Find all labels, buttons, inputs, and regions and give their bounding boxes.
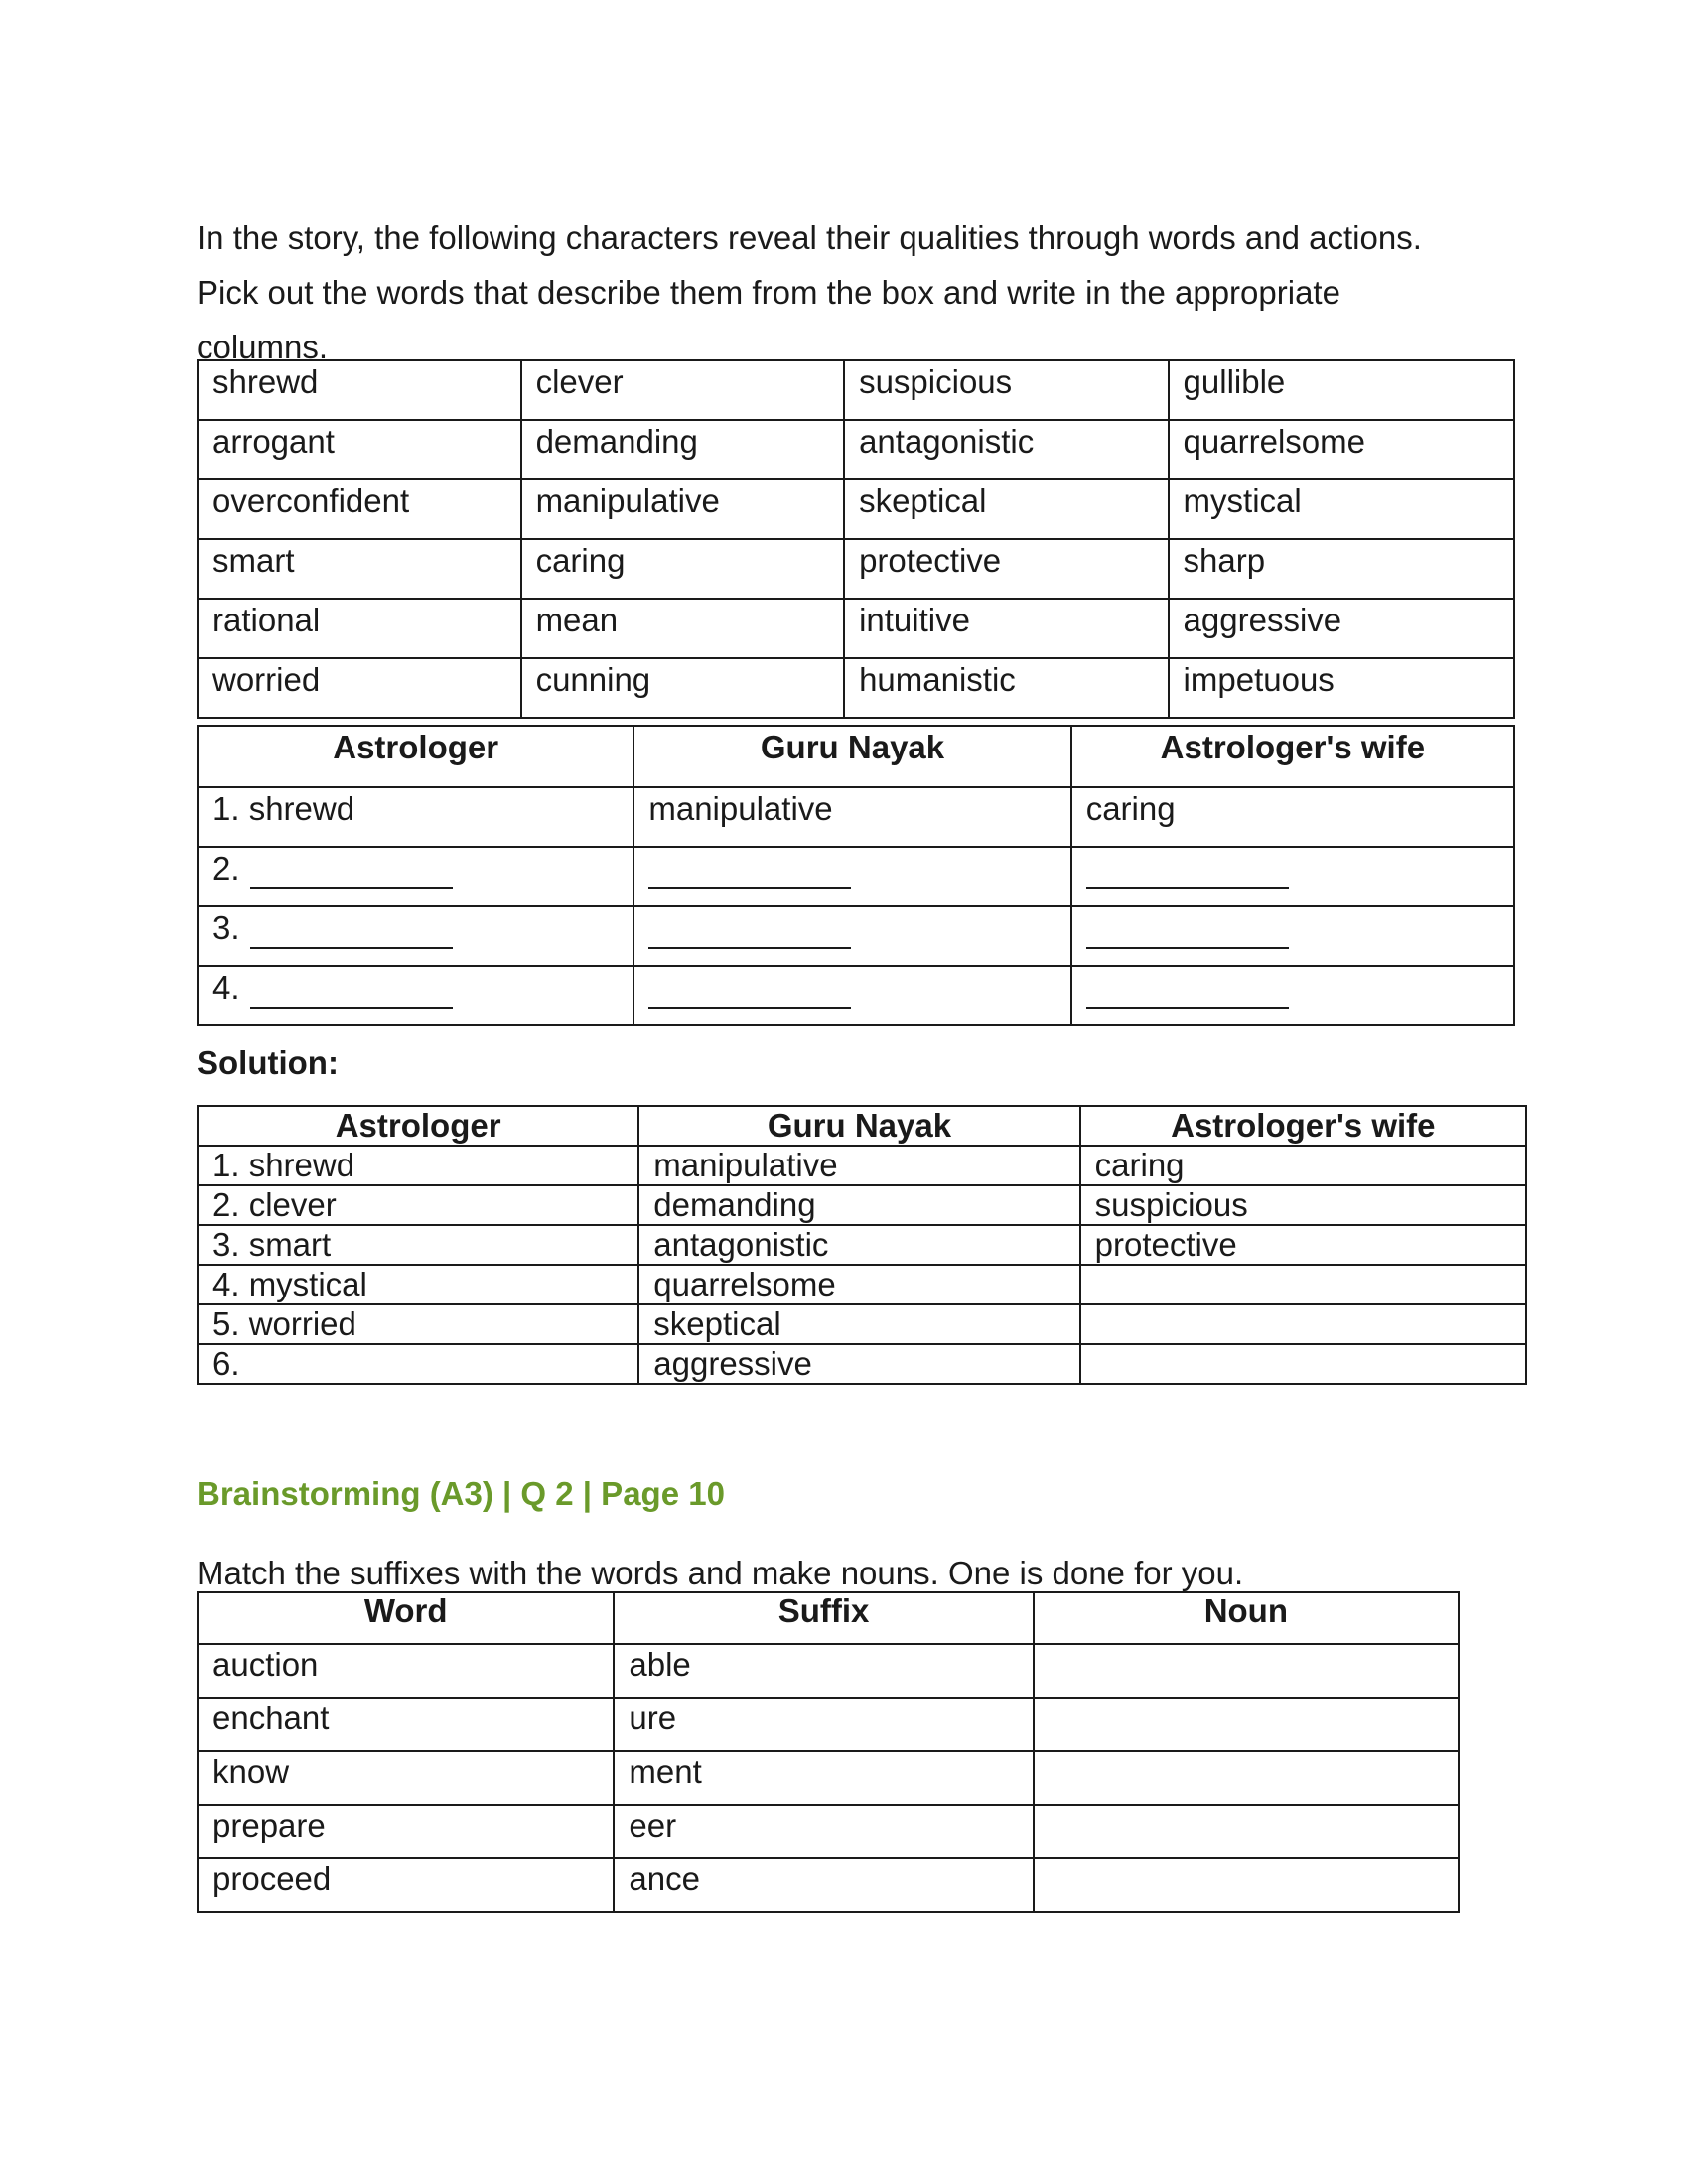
table-cell bbox=[198, 847, 633, 906]
intro-line-3: columns. bbox=[197, 329, 329, 365]
answer-blank[interactable] bbox=[648, 854, 851, 889]
table-cell: ure bbox=[614, 1698, 1033, 1751]
column-header: Guru Nayak bbox=[633, 726, 1070, 787]
word-cell: sharp bbox=[1169, 539, 1514, 599]
table-cell: proceed bbox=[198, 1858, 614, 1912]
word-cell: impetuous bbox=[1169, 658, 1514, 718]
noun-answer-cell[interactable] bbox=[1034, 1698, 1459, 1751]
solution-heading: Solution: bbox=[197, 1044, 339, 1081]
word-cell: aggressive bbox=[1169, 599, 1514, 658]
word-cell: shrewd bbox=[198, 360, 521, 420]
table-row bbox=[198, 906, 1514, 966]
word-cell: smart bbox=[198, 539, 521, 599]
answer-blank[interactable] bbox=[1086, 854, 1289, 889]
noun-answer-cell[interactable] bbox=[1034, 1858, 1459, 1912]
table-cell: demanding bbox=[638, 1185, 1079, 1225]
table-cell bbox=[1080, 1304, 1526, 1344]
table-cell: suspicious bbox=[1080, 1185, 1526, 1225]
word-cell: intuitive bbox=[844, 599, 1168, 658]
word-cell: gullible bbox=[1169, 360, 1514, 420]
table-cell: caring bbox=[1071, 787, 1514, 847]
word-cell: skeptical bbox=[844, 479, 1168, 539]
column-header: Astrologer bbox=[198, 1106, 638, 1146]
table-row bbox=[198, 1225, 1526, 1265]
table-cell bbox=[633, 847, 1070, 906]
table-row bbox=[198, 1751, 1459, 1805]
table-cell: enchant bbox=[198, 1698, 614, 1751]
table-cell: 5. worried bbox=[198, 1304, 638, 1344]
column-header: Astrologer's wife bbox=[1080, 1106, 1526, 1146]
table-cell: antagonistic bbox=[638, 1225, 1079, 1265]
word-cell: worried bbox=[198, 658, 521, 718]
section-heading-link[interactable]: Brainstorming (A3) | Q 2 | Page 10 bbox=[197, 1475, 725, 1512]
table-cell: manipulative bbox=[638, 1146, 1079, 1185]
table-row bbox=[198, 658, 1514, 718]
table-cell: know bbox=[198, 1751, 614, 1805]
solution-table bbox=[197, 1105, 1527, 1385]
intro-line-1: In the story, the following characters reveal their qualities through words and actions. bbox=[197, 219, 1422, 256]
word-cell: caring bbox=[521, 539, 845, 599]
answer-blank[interactable] bbox=[250, 973, 453, 1009]
table-header-row bbox=[198, 726, 1514, 787]
table-cell: auction bbox=[198, 1644, 614, 1698]
word-cell: demanding bbox=[521, 420, 845, 479]
table-row bbox=[198, 599, 1514, 658]
table-cell: ment bbox=[614, 1751, 1033, 1805]
word-cell: suspicious bbox=[844, 360, 1168, 420]
table-row bbox=[198, 1644, 1459, 1698]
table-cell: aggressive bbox=[638, 1344, 1079, 1384]
word-cell: protective bbox=[844, 539, 1168, 599]
table-row bbox=[198, 1698, 1459, 1751]
table-row bbox=[198, 966, 1514, 1025]
table-cell bbox=[1071, 966, 1514, 1025]
table-row bbox=[198, 479, 1514, 539]
table-row bbox=[198, 787, 1514, 847]
table-cell bbox=[198, 906, 633, 966]
table-cell: 6. bbox=[198, 1344, 638, 1384]
word-cell: quarrelsome bbox=[1169, 420, 1514, 479]
word-cell: overconfident bbox=[198, 479, 521, 539]
table-cell: 3. smart bbox=[198, 1225, 638, 1265]
row-number: 3. bbox=[212, 909, 240, 946]
column-header: Word bbox=[198, 1592, 614, 1644]
column-header: Noun bbox=[1034, 1592, 1459, 1644]
table-cell: 1. shrewd bbox=[198, 787, 633, 847]
table-cell: skeptical bbox=[638, 1304, 1079, 1344]
answer-blank[interactable] bbox=[648, 973, 851, 1009]
word-cell: antagonistic bbox=[844, 420, 1168, 479]
table-row bbox=[198, 1344, 1526, 1384]
table-cell bbox=[1071, 847, 1514, 906]
table-cell: eer bbox=[614, 1805, 1033, 1858]
table-cell bbox=[633, 906, 1070, 966]
table-row bbox=[198, 1304, 1526, 1344]
word-cell: humanistic bbox=[844, 658, 1168, 718]
table-cell: caring bbox=[1080, 1146, 1526, 1185]
table-cell: able bbox=[614, 1644, 1033, 1698]
table-row bbox=[198, 539, 1514, 599]
table-cell: quarrelsome bbox=[638, 1265, 1079, 1304]
table-cell bbox=[1080, 1344, 1526, 1384]
column-header: Astrologer bbox=[198, 726, 633, 787]
word-cell: clever bbox=[521, 360, 845, 420]
answer-blank[interactable] bbox=[250, 913, 453, 949]
table-header-row bbox=[198, 1592, 1459, 1644]
table-header-row bbox=[198, 1106, 1526, 1146]
column-header: Astrologer's wife bbox=[1071, 726, 1514, 787]
table-cell: protective bbox=[1080, 1225, 1526, 1265]
suffix-table bbox=[197, 1591, 1460, 1913]
suffix-instruction: Match the suffixes with the words and make nouns. One is done for you. bbox=[197, 1555, 1244, 1591]
table-cell bbox=[198, 966, 633, 1025]
intro-line-2: Pick out the words that describe them from the box and write in the appropriate bbox=[197, 274, 1340, 311]
noun-answer-cell[interactable] bbox=[1034, 1805, 1459, 1858]
noun-answer-cell[interactable] bbox=[1034, 1644, 1459, 1698]
word-cell: manipulative bbox=[521, 479, 845, 539]
answer-blank[interactable] bbox=[1086, 973, 1289, 1009]
task-table bbox=[197, 725, 1515, 1026]
answer-blank[interactable] bbox=[648, 913, 851, 949]
table-row bbox=[198, 1185, 1526, 1225]
noun-answer-cell[interactable] bbox=[1034, 1751, 1459, 1805]
word-cell: rational bbox=[198, 599, 521, 658]
column-header: Guru Nayak bbox=[638, 1106, 1079, 1146]
table-cell: ance bbox=[614, 1858, 1033, 1912]
word-cell: arrogant bbox=[198, 420, 521, 479]
table-cell bbox=[1071, 906, 1514, 966]
table-cell bbox=[633, 966, 1070, 1025]
row-number: 2. bbox=[212, 850, 240, 887]
column-header: Suffix bbox=[614, 1592, 1033, 1644]
word-cell: cunning bbox=[521, 658, 845, 718]
table-row bbox=[198, 360, 1514, 420]
table-row bbox=[198, 420, 1514, 479]
word-cell: mean bbox=[521, 599, 845, 658]
word-cell: mystical bbox=[1169, 479, 1514, 539]
table-cell: prepare bbox=[198, 1805, 614, 1858]
table-row bbox=[198, 1805, 1459, 1858]
table-cell: 4. mystical bbox=[198, 1265, 638, 1304]
table-cell bbox=[1080, 1265, 1526, 1304]
answer-blank[interactable] bbox=[250, 854, 453, 889]
row-number: 4. bbox=[212, 969, 240, 1006]
table-cell: 2. clever bbox=[198, 1185, 638, 1225]
table-row bbox=[198, 1858, 1459, 1912]
table-cell: manipulative bbox=[633, 787, 1070, 847]
table-row bbox=[198, 847, 1514, 906]
table-cell: 1. shrewd bbox=[198, 1146, 638, 1185]
intro-text bbox=[197, 210, 1507, 374]
answer-blank[interactable] bbox=[1086, 913, 1289, 949]
table-row bbox=[198, 1265, 1526, 1304]
word-box-table bbox=[197, 359, 1515, 719]
table-row bbox=[198, 1146, 1526, 1185]
